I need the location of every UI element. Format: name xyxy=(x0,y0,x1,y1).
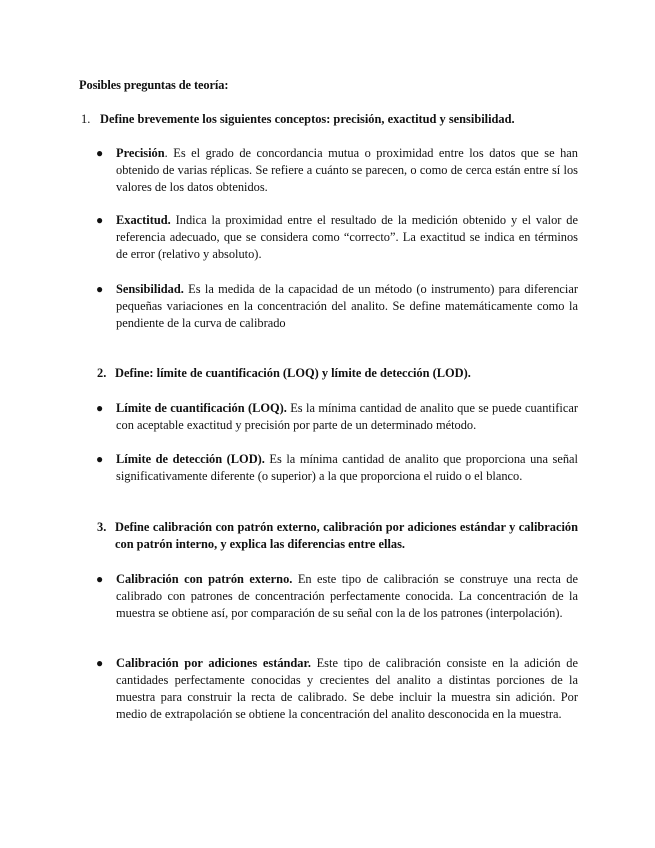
definition: En este tipo de calibración se construye una recta de calibrado con patrones de concentración perfectamente conocida. La concentración de la muestra se obtiene así, por comparación de su señal con la de los patrones (interpolación). xyxy=(116,572,578,620)
definition: . Es el grado de concordancia mutua o proximidad entre los datos que se han obtenido de varias réplicas. Se refiere a cuánto se parecen, o como de cerca están entre sí los valores de los datos obtenidos. xyxy=(116,146,578,194)
question-number: 1. xyxy=(81,112,91,126)
bullet-icon: ● xyxy=(96,572,104,586)
term: Exactitud. xyxy=(116,213,171,227)
definition: Indica la proximidad entre el resultado de la medición obtenido y el valor de referencia adecuado, que se considera como “correcto”. La exactitud se indica en términos de error (relativo y absoluto). xyxy=(116,213,578,261)
definition: Es la medida de la capacidad de un método (o instrumento) para diferenciar pequeñas variaciones en la concentración del analito. Se define matemáticamente como la pendiente de la curva de calibrado xyxy=(116,282,578,330)
list-item-loq xyxy=(96,400,578,434)
bullet-icon: ● xyxy=(96,656,104,670)
bullet-icon: ● xyxy=(96,146,104,160)
list-item-sensibilidad xyxy=(96,281,578,332)
list-item-patron-externo xyxy=(96,571,578,622)
question-number: 2. xyxy=(97,366,107,380)
bullet-icon: ● xyxy=(96,452,104,466)
term: Límite de cuantificación (LOQ). xyxy=(116,401,287,415)
list-item-adiciones-estandar xyxy=(96,655,578,723)
list-item-exactitud xyxy=(96,212,578,263)
list-item-precision xyxy=(96,145,578,196)
term: Sensibilidad. xyxy=(116,282,184,296)
question-title: Define brevemente los siguientes conceptos: precisión, exactitud y sensibilidad. xyxy=(100,112,515,126)
question-number: 3. xyxy=(97,520,107,534)
list-item-lod xyxy=(96,451,578,485)
bullet-icon: ● xyxy=(96,401,104,415)
term: Calibración con patrón externo. xyxy=(116,572,293,586)
question-title: Define calibración con patrón externo, calibración por adiciones estándar y calibración con patrón interno, y explica las diferencias entre ellas. xyxy=(115,520,578,551)
definition: Este tipo de calibración consiste en la adición de cantidades perfectamente conocidas y crecientes del analito a distintas porciones de la muestra para construir la recta de calibrado. Se debe incluir la muestra sin adición. Por medio de extrapolación se obtiene la concentración del analito desconocida en la muestra. xyxy=(116,656,578,721)
page-heading: Posibles preguntas de teoría: xyxy=(79,78,229,92)
term: Calibración por adiciones estándar. xyxy=(116,656,311,670)
term: Precisión xyxy=(116,146,165,160)
question-3 xyxy=(97,519,578,553)
term: Límite de detección (LOD). xyxy=(116,452,265,466)
bullet-icon: ● xyxy=(96,213,104,227)
definition: Es la mínima cantidad de analito que se puede cuantificar con aceptable exactitud y precisión por parte de un determinado método. xyxy=(116,401,578,432)
bullet-icon: ● xyxy=(96,282,104,296)
definition: Es la mínima cantidad de analito que proporciona una señal significativamente diferente (o superior) a la que proporciona el ruido o el blanco. xyxy=(116,452,578,483)
question-title: Define: límite de cuantificación (LOQ) y límite de detección (LOD). xyxy=(115,366,471,380)
